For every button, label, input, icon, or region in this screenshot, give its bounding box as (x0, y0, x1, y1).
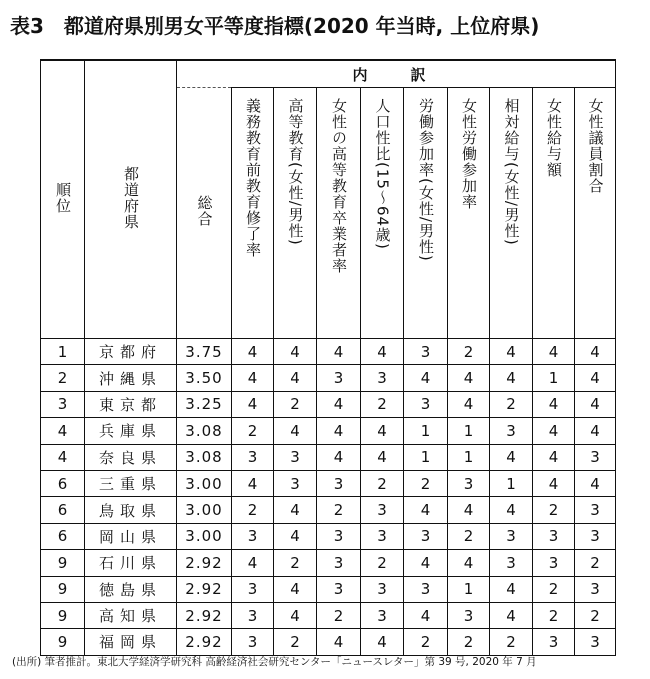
indicator-cell: 4 (274, 576, 317, 602)
indicator-cell: 4 (533, 470, 575, 496)
indicator-cell: 2 (361, 470, 404, 496)
indicator-cell: 4 (274, 602, 317, 628)
table-title: 表3 都道府県別男女平等度指標(2020 年当時, 上位府県) (10, 14, 540, 38)
indicator-cell: 4 (317, 418, 361, 444)
rank-cell: 9 (41, 550, 85, 576)
header-indicator: 義務教育前教育修了率 (232, 88, 274, 339)
indicator-cell: 4 (232, 550, 274, 576)
header-indicator: 女性の高等教育卒業者率 (317, 88, 361, 339)
table-row (41, 418, 616, 444)
indicator-cell: 4 (274, 339, 317, 365)
indicator-cell: 3 (317, 470, 361, 496)
indicator-cell: 2 (575, 602, 616, 628)
indicator-cell: 3 (361, 602, 404, 628)
indicator-cell: 1 (404, 444, 448, 470)
indicator-cell: 4 (274, 523, 317, 549)
indicator-cell: 4 (361, 444, 404, 470)
indicator-cell: 3 (317, 550, 361, 576)
indicator-cell: 3 (232, 523, 274, 549)
indicator-cell: 1 (448, 576, 490, 602)
header-indicator: 相対給与(女性/男性) (490, 88, 533, 339)
rank-cell: 6 (41, 497, 85, 523)
indicator-cell: 4 (404, 602, 448, 628)
indicator-cell: 1 (533, 365, 575, 391)
indicator-cell: 2 (533, 576, 575, 602)
source-note: (出所) 筆者推計。東北大学経済学研究科 高齢経済社会研究センター「ニュースレター」第 39 号, 2020 年 7 月 (12, 656, 537, 668)
indicator-cell: 3 (575, 523, 616, 549)
indicator-cell: 2 (448, 629, 490, 655)
indicator-cell: 4 (274, 418, 317, 444)
indicator-cell: 2 (317, 602, 361, 628)
indicator-cell: 3 (232, 444, 274, 470)
indicator-cell: 3 (533, 629, 575, 655)
prefecture-cell: 京都府 (85, 339, 177, 365)
indicator-cell: 4 (575, 391, 616, 417)
indicator-cell: 4 (448, 365, 490, 391)
header-indicator: 女性給与額 (533, 88, 575, 339)
indicator-cell: 2 (404, 629, 448, 655)
table-row (41, 444, 616, 470)
prefecture-cell: 福岡県 (85, 629, 177, 655)
rank-cell: 4 (41, 444, 85, 470)
indicator-cell: 3 (361, 497, 404, 523)
indicator-cell: 3 (404, 576, 448, 602)
indicator-cell: 4 (533, 391, 575, 417)
prefecture-cell: 徳島県 (85, 576, 177, 602)
rank-cell: 1 (41, 339, 85, 365)
indicator-cell: 1 (404, 418, 448, 444)
indicator-cell: 4 (490, 339, 533, 365)
header-indicator: 女性労働参加率 (448, 88, 490, 339)
rank-cell: 6 (41, 470, 85, 496)
table-row (41, 391, 616, 417)
header-breakdown: 内 訳 (177, 60, 616, 88)
indicator-cell: 2 (232, 418, 274, 444)
table-row (41, 497, 616, 523)
indicator-cell: 2 (448, 523, 490, 549)
header-indicator: 人口性比(15〜64歳) (361, 88, 404, 339)
indicator-cell: 4 (533, 444, 575, 470)
indicator-cell: 4 (490, 497, 533, 523)
header-rank: 順位 (41, 60, 85, 339)
total-cell: 2.92 (177, 602, 232, 628)
indicator-cell: 3 (490, 550, 533, 576)
indicator-cell: 1 (448, 418, 490, 444)
header-indicator: 労働参加率(女性/男性) (404, 88, 448, 339)
indicator-cell: 2 (575, 550, 616, 576)
table-row (41, 629, 616, 655)
indicator-cell: 3 (490, 523, 533, 549)
indicator-cell: 3 (232, 629, 274, 655)
total-cell: 2.92 (177, 550, 232, 576)
indicator-cell: 2 (490, 629, 533, 655)
indicator-cell: 4 (317, 444, 361, 470)
indicator-cell: 4 (575, 470, 616, 496)
indicator-cell: 4 (490, 365, 533, 391)
indicator-cell: 4 (490, 602, 533, 628)
table-row (41, 550, 616, 576)
indicator-cell: 4 (575, 339, 616, 365)
indicator-cell: 2 (317, 497, 361, 523)
rank-cell: 3 (41, 391, 85, 417)
prefecture-cell: 岡山県 (85, 523, 177, 549)
total-cell: 3.00 (177, 523, 232, 549)
indicator-cell: 4 (232, 365, 274, 391)
indicator-cell: 4 (490, 576, 533, 602)
table-body (41, 339, 616, 656)
indicator-cell: 3 (490, 418, 533, 444)
indicator-cell: 4 (232, 339, 274, 365)
indicator-cell: 4 (448, 550, 490, 576)
table-row (41, 602, 616, 628)
indicator-cell: 4 (448, 391, 490, 417)
indicator-cell: 4 (448, 497, 490, 523)
indicator-cell: 4 (533, 418, 575, 444)
indicator-cell: 2 (404, 470, 448, 496)
total-cell: 3.08 (177, 444, 232, 470)
indicator-cell: 2 (533, 497, 575, 523)
indicator-cell: 4 (404, 550, 448, 576)
indicator-cell: 3 (533, 523, 575, 549)
prefecture-cell: 鳥取県 (85, 497, 177, 523)
rank-cell: 9 (41, 602, 85, 628)
indicator-cell: 2 (274, 550, 317, 576)
indicator-cell: 2 (232, 497, 274, 523)
indicator-cell: 4 (361, 418, 404, 444)
table-row (41, 365, 616, 391)
indicator-cell: 4 (361, 629, 404, 655)
header-indicator: 女性議員割合 (575, 88, 616, 339)
indicator-cell: 1 (490, 470, 533, 496)
indicator-cell: 4 (404, 497, 448, 523)
indicator-cell: 3 (317, 523, 361, 549)
indicator-cell: 3 (232, 576, 274, 602)
indicator-cell: 3 (404, 339, 448, 365)
indicator-cell: 2 (448, 339, 490, 365)
prefecture-cell: 高知県 (85, 602, 177, 628)
rank-cell: 4 (41, 418, 85, 444)
prefecture-cell: 東京都 (85, 391, 177, 417)
indicator-cell: 2 (361, 550, 404, 576)
total-cell: 2.92 (177, 576, 232, 602)
table-row (41, 523, 616, 549)
indicator-cell: 2 (533, 602, 575, 628)
prefecture-cell: 石川県 (85, 550, 177, 576)
indicator-cell: 2 (274, 391, 317, 417)
indicator-cell: 3 (533, 550, 575, 576)
prefecture-cell: 沖縄県 (85, 365, 177, 391)
indicator-cell: 2 (361, 391, 404, 417)
header-prefecture: 都道府県 (85, 60, 177, 339)
indicator-cell: 3 (274, 470, 317, 496)
total-cell: 2.92 (177, 629, 232, 655)
indicator-cell: 4 (317, 339, 361, 365)
indicator-cell: 3 (575, 444, 616, 470)
table-row (41, 470, 616, 496)
indicator-cell: 4 (317, 391, 361, 417)
indicator-cell: 4 (533, 339, 575, 365)
indicator-cell: 2 (274, 629, 317, 655)
rank-cell: 9 (41, 576, 85, 602)
table-row (41, 576, 616, 602)
total-cell: 3.08 (177, 418, 232, 444)
table-row (41, 339, 616, 365)
indicator-cell: 3 (404, 523, 448, 549)
indicator-cell: 1 (448, 444, 490, 470)
indicator-cell: 3 (361, 365, 404, 391)
indicator-cell: 3 (317, 365, 361, 391)
total-cell: 3.50 (177, 365, 232, 391)
indicator-cell: 2 (490, 391, 533, 417)
rank-cell: 9 (41, 629, 85, 655)
indicator-cell: 4 (361, 339, 404, 365)
indicator-cell: 3 (575, 497, 616, 523)
rank-cell: 6 (41, 523, 85, 549)
indicator-cell: 3 (232, 602, 274, 628)
ranking-table (40, 59, 616, 656)
indicator-cell: 4 (232, 470, 274, 496)
indicator-cell: 4 (232, 391, 274, 417)
indicator-cell: 4 (575, 365, 616, 391)
indicator-cell: 4 (404, 365, 448, 391)
total-cell: 3.25 (177, 391, 232, 417)
indicator-cell: 3 (448, 470, 490, 496)
indicator-cell: 3 (404, 391, 448, 417)
indicator-cell: 4 (490, 444, 533, 470)
indicator-cell: 3 (317, 576, 361, 602)
prefecture-cell: 兵庫県 (85, 418, 177, 444)
indicator-cell: 4 (274, 497, 317, 523)
indicator-cell: 3 (575, 629, 616, 655)
total-cell: 3.00 (177, 497, 232, 523)
indicator-cell: 4 (575, 418, 616, 444)
header-indicator: 高等教育(女性/男性) (274, 88, 317, 339)
total-cell: 3.75 (177, 339, 232, 365)
prefecture-cell: 奈良県 (85, 444, 177, 470)
prefecture-cell: 三重県 (85, 470, 177, 496)
indicator-cell: 4 (317, 629, 361, 655)
indicator-cell: 3 (361, 576, 404, 602)
indicator-cell: 3 (448, 602, 490, 628)
indicator-cell: 4 (274, 365, 317, 391)
rank-cell: 2 (41, 365, 85, 391)
indicator-cell: 3 (575, 576, 616, 602)
total-cell: 3.00 (177, 470, 232, 496)
header-total: 総合 (177, 88, 232, 339)
indicator-cell: 3 (361, 523, 404, 549)
indicator-cell: 3 (274, 444, 317, 470)
